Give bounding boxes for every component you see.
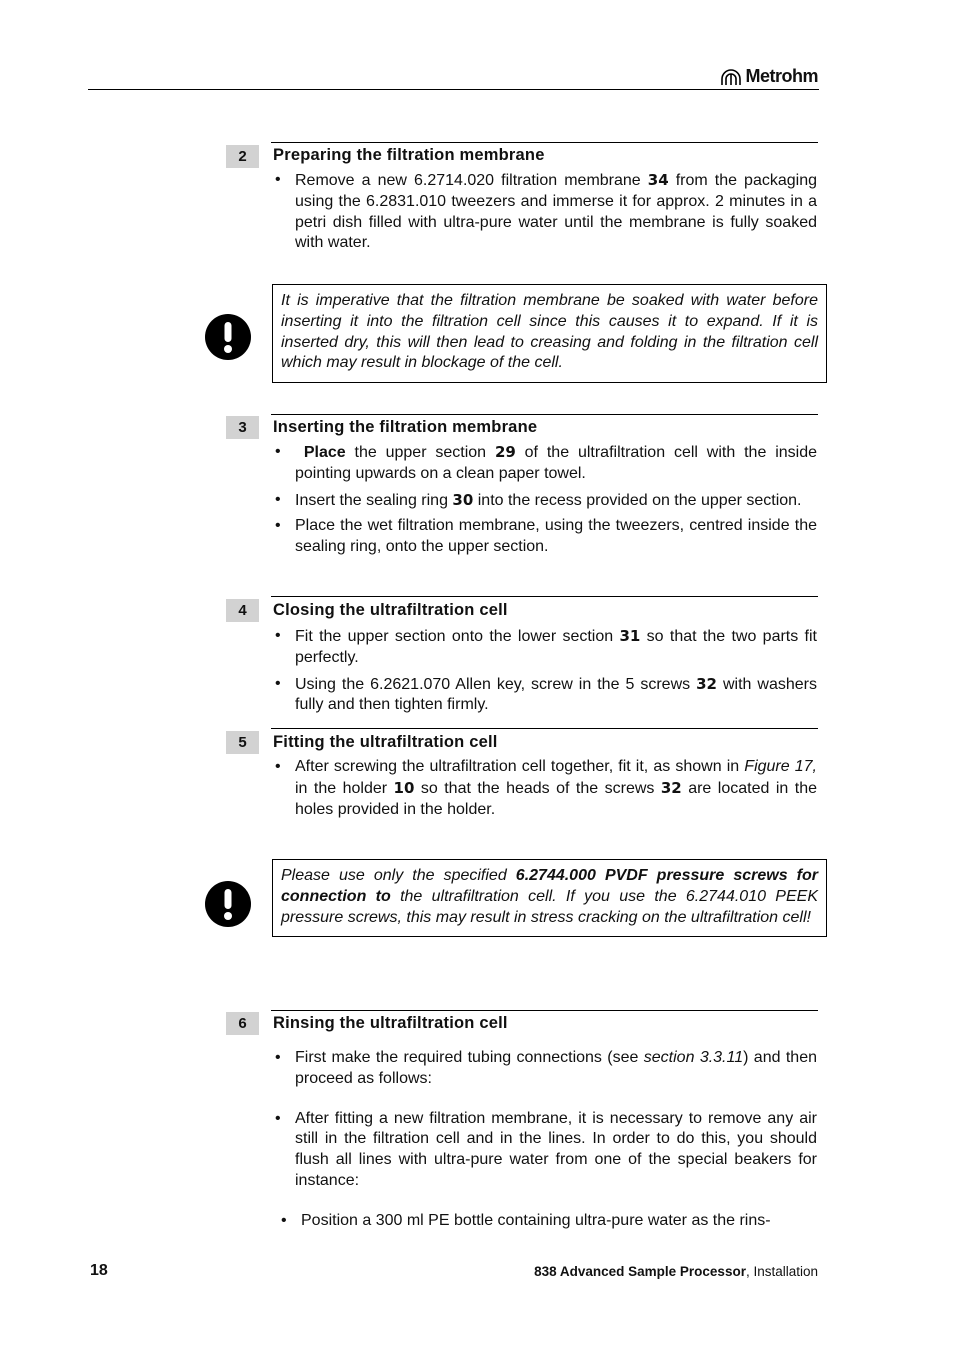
exclamation-warning-icon xyxy=(205,881,251,927)
step-number: 3 xyxy=(226,416,259,439)
step-rule xyxy=(271,728,818,729)
step-number: 5 xyxy=(226,731,259,754)
list-item: • Insert the sealing ring 30 into the recess provided on the upper section. xyxy=(275,490,802,509)
step-rule xyxy=(271,414,818,415)
bullet-list xyxy=(273,757,817,820)
step-title: Rinsing the ultrafiltration cell xyxy=(273,1014,508,1032)
step-number: 6 xyxy=(226,1012,259,1035)
bullet-list xyxy=(273,442,817,558)
exclamation-warning-icon xyxy=(205,314,251,360)
footer-title: 838 Advanced Sample Processor, Installation xyxy=(534,1264,818,1279)
step-title: Preparing the filtration membrane xyxy=(273,146,545,164)
important-note: Please use only the specified 6.2744.000 PVDF pressure screws for connection to the ultrafiltration cell. If you use the 6.2744.010 PEEK pressure screws, this may result in stress cracking on the ultrafiltration cell! xyxy=(272,859,827,937)
step-title: Inserting the filtration membrane xyxy=(273,418,538,436)
bullet-list xyxy=(273,1048,817,1232)
brand-name: Metrohm xyxy=(745,66,818,86)
step-number: 2 xyxy=(226,145,259,168)
list-item: • First make the required tubing connections (see section 3.3.11) and then proceed as follows: xyxy=(275,1049,817,1087)
list-item: • After fitting a new filtration membrane, it is necessary to remove any air still in the filtration cell and in the lines. In order to do this, you should flush all lines with ultra-pure water from one of the special beakers for instance: xyxy=(275,1109,817,1189)
header-rule xyxy=(88,89,819,90)
step-title: Fitting the ultrafiltration cell xyxy=(273,733,498,751)
bullet-list xyxy=(273,626,817,716)
step-title: Closing the ultrafiltration cell xyxy=(273,601,508,619)
list-item: • Position a 300 ml PE bottle containing ultra-pure water as the rins- xyxy=(281,1211,771,1229)
list-item: • Remove a new 6.2714.020 filtration membrane 34 from the packaging using the 6.2831.010 tweezers and immerse it for approx. 2 minutes in a petri dish filled with ultra-pure water until the membrane is fully soaked with water. xyxy=(275,171,818,252)
step-rule xyxy=(271,142,818,143)
bullet-list xyxy=(273,170,817,254)
step-number: 4 xyxy=(226,599,259,622)
brand-logo xyxy=(720,66,819,87)
list-item: • Place the upper section 29 of the ultrafiltration cell with the inside pointing upwards on a clean paper towel. xyxy=(275,443,818,482)
page-number: 18 xyxy=(90,1262,108,1279)
step-rule xyxy=(271,596,818,597)
metrohm-logo-icon xyxy=(720,68,742,86)
important-note: It is imperative that the filtration membrane be soaked with water before inserting it into the filtration cell since this causes it to expand. If it is inserted dry, this will then lead to creasing and folding in the filtration cell which may result in blockage of the cell. xyxy=(272,284,827,383)
list-item: • Place the wet filtration membrane, using the tweezers, centred inside the sealing ring, onto the upper section. xyxy=(275,517,817,556)
list-item: • Fit the upper section onto the lower section 31 so that the two parts fit perfectly. xyxy=(275,627,817,666)
list-item: • After screwing the ultrafiltration cell together, fit it, as shown in Figure 17, in the holder 10 so that the heads of the screws 32 are located in the holes provided in the holder. xyxy=(275,758,817,818)
list-item: • Using the 6.2621.070 Allen key, screw in the 5 screws 32 with washers fully and then tighten firmly. xyxy=(275,674,818,714)
step-rule xyxy=(271,1010,818,1011)
